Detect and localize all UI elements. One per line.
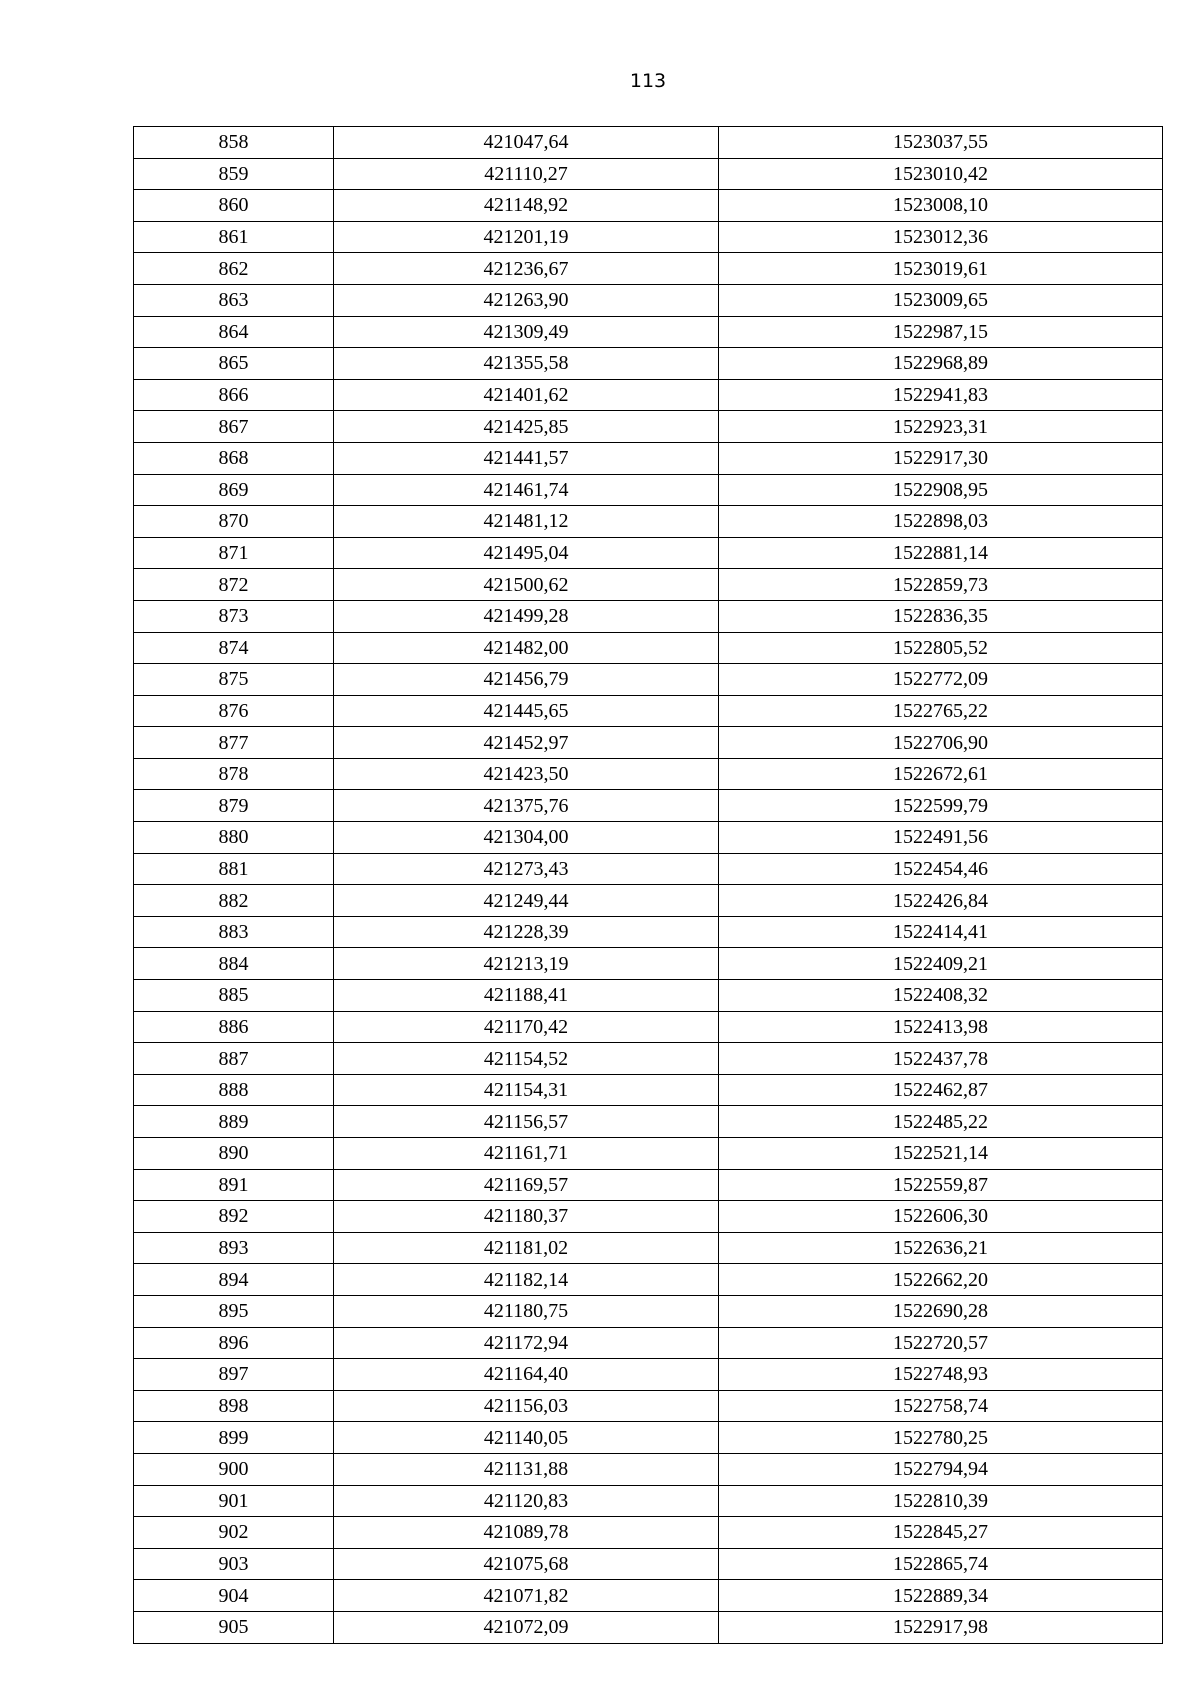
point-number-cell: 870 <box>134 506 334 538</box>
point-number-cell: 875 <box>134 664 334 696</box>
y-coordinate-cell: 1523010,42 <box>719 158 1163 190</box>
point-number-cell: 865 <box>134 348 334 380</box>
table-row <box>134 474 1163 506</box>
table-row <box>134 1580 1163 1612</box>
y-coordinate-cell: 1522836,35 <box>719 600 1163 632</box>
table-row <box>134 1074 1163 1106</box>
point-number-cell: 867 <box>134 411 334 443</box>
table-row <box>134 221 1163 253</box>
y-coordinate-cell: 1522889,34 <box>719 1580 1163 1612</box>
y-coordinate-cell: 1522794,94 <box>719 1453 1163 1485</box>
y-coordinate-cell: 1522606,30 <box>719 1201 1163 1233</box>
point-number-cell: 895 <box>134 1295 334 1327</box>
x-coordinate-cell: 421154,31 <box>334 1074 719 1106</box>
x-coordinate-cell: 421445,65 <box>334 695 719 727</box>
table-row <box>134 1169 1163 1201</box>
point-number-cell: 877 <box>134 727 334 759</box>
x-coordinate-cell: 421495,04 <box>334 537 719 569</box>
x-coordinate-cell: 421355,58 <box>334 348 719 380</box>
point-number-cell: 899 <box>134 1422 334 1454</box>
x-coordinate-cell: 421154,52 <box>334 1043 719 1075</box>
x-coordinate-cell: 421236,67 <box>334 253 719 285</box>
table-row <box>134 190 1163 222</box>
point-number-cell: 893 <box>134 1232 334 1264</box>
point-number-cell: 866 <box>134 379 334 411</box>
y-coordinate-cell: 1522672,61 <box>719 758 1163 790</box>
table-row <box>134 790 1163 822</box>
y-coordinate-cell: 1522521,14 <box>719 1138 1163 1170</box>
table-row <box>134 158 1163 190</box>
point-number-cell: 872 <box>134 569 334 601</box>
table-row <box>134 1043 1163 1075</box>
point-number-cell: 884 <box>134 948 334 980</box>
x-coordinate-cell: 421273,43 <box>334 853 719 885</box>
x-coordinate-cell: 421481,12 <box>334 506 719 538</box>
table-row <box>134 1611 1163 1643</box>
x-coordinate-cell: 421180,75 <box>334 1295 719 1327</box>
table-row <box>134 127 1163 159</box>
table-row <box>134 1359 1163 1391</box>
table-row <box>134 1422 1163 1454</box>
x-coordinate-cell: 421309,49 <box>334 316 719 348</box>
x-coordinate-cell: 421401,62 <box>334 379 719 411</box>
x-coordinate-cell: 421201,19 <box>334 221 719 253</box>
table-row <box>134 348 1163 380</box>
x-coordinate-cell: 421164,40 <box>334 1359 719 1391</box>
table-row <box>134 1485 1163 1517</box>
point-number-cell: 886 <box>134 1011 334 1043</box>
y-coordinate-cell: 1522805,52 <box>719 632 1163 664</box>
table-row <box>134 948 1163 980</box>
y-coordinate-cell: 1522426,84 <box>719 885 1163 917</box>
point-number-cell: 900 <box>134 1453 334 1485</box>
table-row <box>134 632 1163 664</box>
point-number-cell: 901 <box>134 1485 334 1517</box>
y-coordinate-cell: 1522881,14 <box>719 537 1163 569</box>
table-row <box>134 569 1163 601</box>
y-coordinate-cell: 1522859,73 <box>719 569 1163 601</box>
y-coordinate-cell: 1522765,22 <box>719 695 1163 727</box>
x-coordinate-cell: 421156,03 <box>334 1390 719 1422</box>
table-row <box>134 1327 1163 1359</box>
x-coordinate-cell: 421499,28 <box>334 600 719 632</box>
point-number-cell: 898 <box>134 1390 334 1422</box>
x-coordinate-cell: 421140,05 <box>334 1422 719 1454</box>
y-coordinate-cell: 1522491,56 <box>719 822 1163 854</box>
x-coordinate-cell: 421452,97 <box>334 727 719 759</box>
y-coordinate-cell: 1522987,15 <box>719 316 1163 348</box>
x-coordinate-cell: 421304,00 <box>334 822 719 854</box>
point-number-cell: 883 <box>134 916 334 948</box>
y-coordinate-cell: 1522413,98 <box>719 1011 1163 1043</box>
table-row <box>134 695 1163 727</box>
point-number-cell: 896 <box>134 1327 334 1359</box>
x-coordinate-cell: 421213,19 <box>334 948 719 980</box>
table-row <box>134 537 1163 569</box>
point-number-cell: 873 <box>134 600 334 632</box>
table-row <box>134 758 1163 790</box>
table-row <box>134 316 1163 348</box>
table-row <box>134 916 1163 948</box>
x-coordinate-cell: 421120,83 <box>334 1485 719 1517</box>
x-coordinate-cell: 421263,90 <box>334 284 719 316</box>
point-number-cell: 860 <box>134 190 334 222</box>
table-row <box>134 1011 1163 1043</box>
point-number-cell: 889 <box>134 1106 334 1138</box>
y-coordinate-cell: 1522706,90 <box>719 727 1163 759</box>
x-coordinate-cell: 421441,57 <box>334 442 719 474</box>
y-coordinate-cell: 1522898,03 <box>719 506 1163 538</box>
table-row <box>134 1232 1163 1264</box>
x-coordinate-cell: 421148,92 <box>334 190 719 222</box>
y-coordinate-cell: 1522772,09 <box>719 664 1163 696</box>
page-number: 113 <box>629 70 667 92</box>
x-coordinate-cell: 421180,37 <box>334 1201 719 1233</box>
x-coordinate-cell: 421228,39 <box>334 916 719 948</box>
x-coordinate-cell: 421161,71 <box>334 1138 719 1170</box>
table-row <box>134 284 1163 316</box>
table-row <box>134 1295 1163 1327</box>
table-row <box>134 379 1163 411</box>
point-number-cell: 891 <box>134 1169 334 1201</box>
y-coordinate-cell: 1523008,10 <box>719 190 1163 222</box>
x-coordinate-cell: 421188,41 <box>334 980 719 1012</box>
point-number-cell: 858 <box>134 127 334 159</box>
table-row <box>134 885 1163 917</box>
point-number-cell: 871 <box>134 537 334 569</box>
y-coordinate-cell: 1522599,79 <box>719 790 1163 822</box>
y-coordinate-cell: 1522810,39 <box>719 1485 1163 1517</box>
table-row <box>134 600 1163 632</box>
x-coordinate-cell: 421500,62 <box>334 569 719 601</box>
y-coordinate-cell: 1522845,27 <box>719 1517 1163 1549</box>
point-number-cell: 897 <box>134 1359 334 1391</box>
x-coordinate-cell: 421172,94 <box>334 1327 719 1359</box>
table-row <box>134 1517 1163 1549</box>
table-row <box>134 853 1163 885</box>
point-number-cell: 880 <box>134 822 334 854</box>
table-row <box>134 727 1163 759</box>
table-row <box>134 822 1163 854</box>
point-number-cell: 903 <box>134 1548 334 1580</box>
y-coordinate-cell: 1523037,55 <box>719 127 1163 159</box>
y-coordinate-cell: 1522917,30 <box>719 442 1163 474</box>
x-coordinate-cell: 421425,85 <box>334 411 719 443</box>
table-row <box>134 1138 1163 1170</box>
point-number-cell: 888 <box>134 1074 334 1106</box>
point-number-cell: 881 <box>134 853 334 885</box>
y-coordinate-cell: 1522559,87 <box>719 1169 1163 1201</box>
x-coordinate-cell: 421072,09 <box>334 1611 719 1643</box>
table-row <box>134 1548 1163 1580</box>
point-number-cell: 902 <box>134 1517 334 1549</box>
y-coordinate-cell: 1522409,21 <box>719 948 1163 980</box>
point-number-cell: 859 <box>134 158 334 190</box>
y-coordinate-cell: 1522908,95 <box>719 474 1163 506</box>
y-coordinate-cell: 1522865,74 <box>719 1548 1163 1580</box>
x-coordinate-cell: 421047,64 <box>334 127 719 159</box>
point-number-cell: 878 <box>134 758 334 790</box>
x-coordinate-cell: 421423,50 <box>334 758 719 790</box>
point-number-cell: 904 <box>134 1580 334 1612</box>
table-row <box>134 664 1163 696</box>
y-coordinate-cell: 1522408,32 <box>719 980 1163 1012</box>
point-number-cell: 882 <box>134 885 334 917</box>
x-coordinate-cell: 421131,88 <box>334 1453 719 1485</box>
y-coordinate-cell: 1522485,22 <box>719 1106 1163 1138</box>
point-number-cell: 874 <box>134 632 334 664</box>
y-coordinate-cell: 1522968,89 <box>719 348 1163 380</box>
point-number-cell: 885 <box>134 980 334 1012</box>
x-coordinate-cell: 421461,74 <box>334 474 719 506</box>
point-number-cell: 892 <box>134 1201 334 1233</box>
point-number-cell: 890 <box>134 1138 334 1170</box>
table-row <box>134 442 1163 474</box>
x-coordinate-cell: 421110,27 <box>334 158 719 190</box>
y-coordinate-cell: 1522462,87 <box>719 1074 1163 1106</box>
x-coordinate-cell: 421181,02 <box>334 1232 719 1264</box>
point-number-cell: 868 <box>134 442 334 474</box>
x-coordinate-cell: 421456,79 <box>334 664 719 696</box>
table-row <box>134 1453 1163 1485</box>
point-number-cell: 876 <box>134 695 334 727</box>
y-coordinate-cell: 1522917,98 <box>719 1611 1163 1643</box>
y-coordinate-cell: 1522758,74 <box>719 1390 1163 1422</box>
coordinates-table-body <box>134 127 1163 1644</box>
x-coordinate-cell: 421182,14 <box>334 1264 719 1296</box>
x-coordinate-cell: 421071,82 <box>334 1580 719 1612</box>
x-coordinate-cell: 421075,68 <box>334 1548 719 1580</box>
x-coordinate-cell: 421170,42 <box>334 1011 719 1043</box>
point-number-cell: 863 <box>134 284 334 316</box>
y-coordinate-cell: 1523012,36 <box>719 221 1163 253</box>
y-coordinate-cell: 1523009,65 <box>719 284 1163 316</box>
x-coordinate-cell: 421089,78 <box>334 1517 719 1549</box>
y-coordinate-cell: 1522720,57 <box>719 1327 1163 1359</box>
point-number-cell: 905 <box>134 1611 334 1643</box>
y-coordinate-cell: 1522454,46 <box>719 853 1163 885</box>
table-row <box>134 506 1163 538</box>
y-coordinate-cell: 1522748,93 <box>719 1359 1163 1391</box>
y-coordinate-cell: 1522941,83 <box>719 379 1163 411</box>
point-number-cell: 864 <box>134 316 334 348</box>
x-coordinate-cell: 421375,76 <box>334 790 719 822</box>
point-number-cell: 879 <box>134 790 334 822</box>
point-number-cell: 894 <box>134 1264 334 1296</box>
table-row <box>134 1264 1163 1296</box>
table-row <box>134 1201 1163 1233</box>
y-coordinate-cell: 1522923,31 <box>719 411 1163 443</box>
table-row <box>134 411 1163 443</box>
y-coordinate-cell: 1522780,25 <box>719 1422 1163 1454</box>
point-number-cell: 862 <box>134 253 334 285</box>
y-coordinate-cell: 1522690,28 <box>719 1295 1163 1327</box>
table-row <box>134 1106 1163 1138</box>
x-coordinate-cell: 421156,57 <box>334 1106 719 1138</box>
x-coordinate-cell: 421249,44 <box>334 885 719 917</box>
y-coordinate-cell: 1522636,21 <box>719 1232 1163 1264</box>
point-number-cell: 861 <box>134 221 334 253</box>
table-row <box>134 1390 1163 1422</box>
y-coordinate-cell: 1522414,41 <box>719 916 1163 948</box>
y-coordinate-cell: 1523019,61 <box>719 253 1163 285</box>
table-row <box>134 980 1163 1012</box>
x-coordinate-cell: 421169,57 <box>334 1169 719 1201</box>
coordinates-table <box>133 126 1163 1644</box>
x-coordinate-cell: 421482,00 <box>334 632 719 664</box>
point-number-cell: 887 <box>134 1043 334 1075</box>
y-coordinate-cell: 1522662,20 <box>719 1264 1163 1296</box>
y-coordinate-cell: 1522437,78 <box>719 1043 1163 1075</box>
table-row <box>134 253 1163 285</box>
point-number-cell: 869 <box>134 474 334 506</box>
